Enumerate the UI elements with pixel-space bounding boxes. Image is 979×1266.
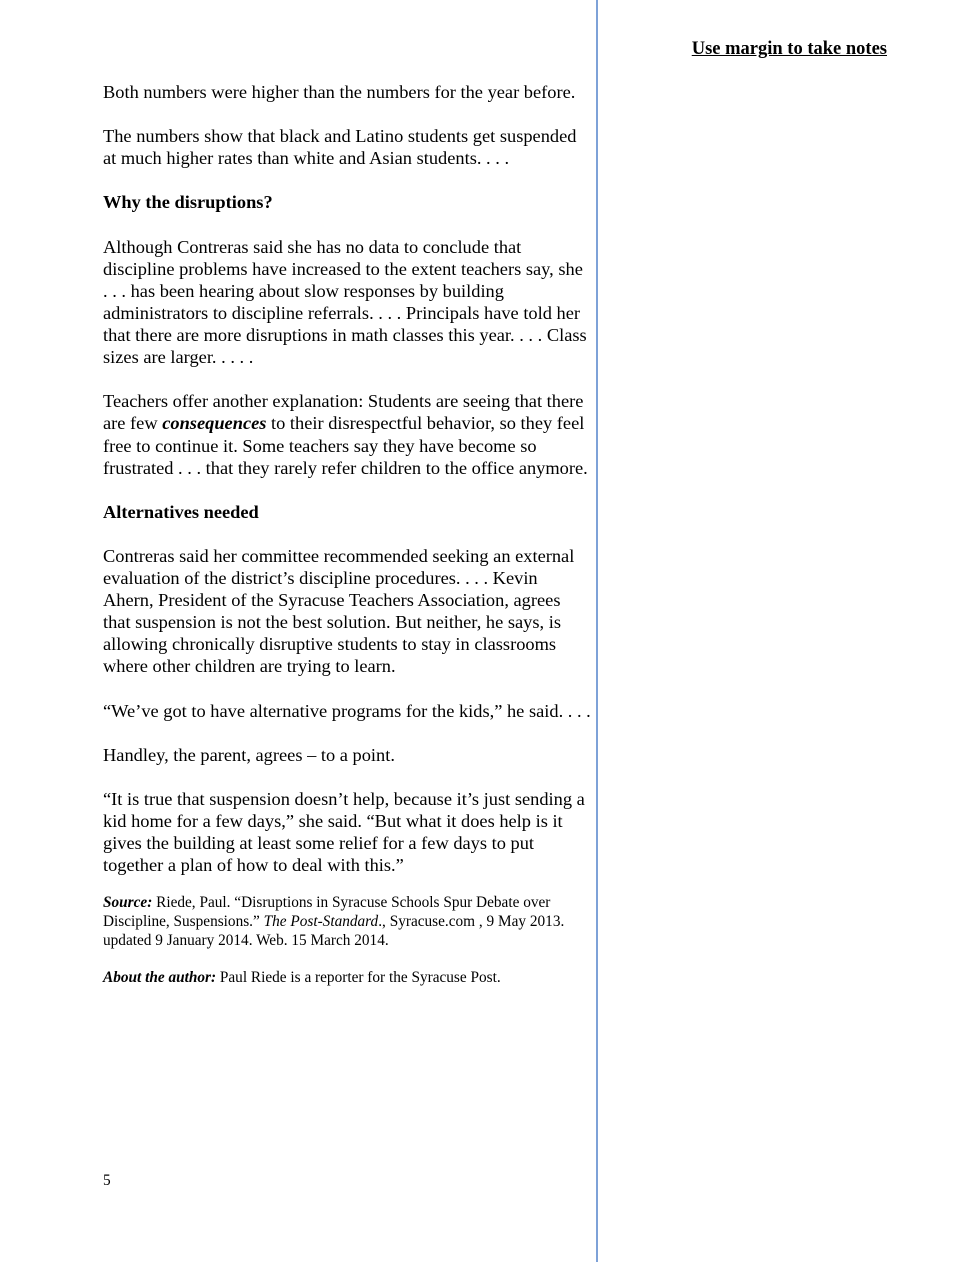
- paragraph-suspension-rates: The numbers show that black and Latino students get suspended at much higher rates than white and Asian students. . . .: [103, 126, 577, 169]
- section-heading-alternatives: Alternatives needed: [103, 501, 259, 522]
- source-citation: [103, 894, 591, 950]
- paragraph-handley-agrees: Handley, the parent, agrees – to a point.: [103, 744, 395, 765]
- source-text-end: ., Syracuse.com , 9 May 2013. updated 9 January 2014. Web. 15 March 2014.: [103, 912, 565, 949]
- about-author-text: Paul Riede is a reporter for the Syracuse Post.: [216, 968, 501, 986]
- teachers-explanation-text-end: to their disrespectful behavior, so they feel free to continue it. Some teachers say they have become so frustrated . . . that they rarely refer children to the office anymore.: [103, 413, 588, 478]
- paragraph-numbers-higher: Both numbers were higher than the numbers for the year before.: [103, 82, 576, 102]
- paragraph-committee-recommendation: Contreras said her committee recommended seeking an external evaluation of the district’s discipline procedures. . . . Kevin Ahern, President of the Syracuse Teachers Association, agrees that suspension is not the best solution. But neither, he says, is allowing chronically disruptive students to stay in classrooms where other children are trying to learn.: [103, 545, 575, 677]
- teachers-explanation-text-start: Teachers offer another explanation: Students are seeing that there are few: [103, 391, 584, 434]
- about-author-label: About the author:: [103, 968, 217, 986]
- section-heading-disruptions: Why the disruptions?: [103, 192, 273, 213]
- article-body: [103, 81, 591, 1009]
- vocab-word-consequences: consequences: [162, 413, 267, 434]
- paragraph-ahern-quote: “We’ve got to have alternative programs for the kids,” he said. . . .: [103, 700, 591, 721]
- source-text-start: Riede, Paul. “Disruptions in Syracuse Schools Spur Debate over Discipline, Suspensions.”: [103, 894, 551, 930]
- margin-notes-heading: Use margin to take notes: [691, 39, 887, 59]
- paragraph-handley-quote: “It is true that suspension doesn’t help, because it’s just sending a kid home for a few days,” she said. “But what it does help is it gives the building at least some relief for a few days to put together a plan of how to deal with this.”: [103, 789, 585, 876]
- source-label: Source:: [103, 894, 153, 912]
- paragraph-contreras-data: Although Contreras said she has no data to conclude that discipline problems have increased to the extent teachers say, she . . . has been hearing about slow responses by building administrators to discipline referrals. . . . Principals have told her that there are more disruptions in math classes this year. . . . Class sizes are larger. . . . .: [103, 236, 587, 368]
- paragraph-teachers-explanation: [103, 390, 591, 478]
- page-number: 5: [103, 1172, 111, 1189]
- source-publication: The Post-Standard: [263, 912, 379, 930]
- about-author: [103, 969, 591, 988]
- notes-margin-divider: [596, 0, 598, 1262]
